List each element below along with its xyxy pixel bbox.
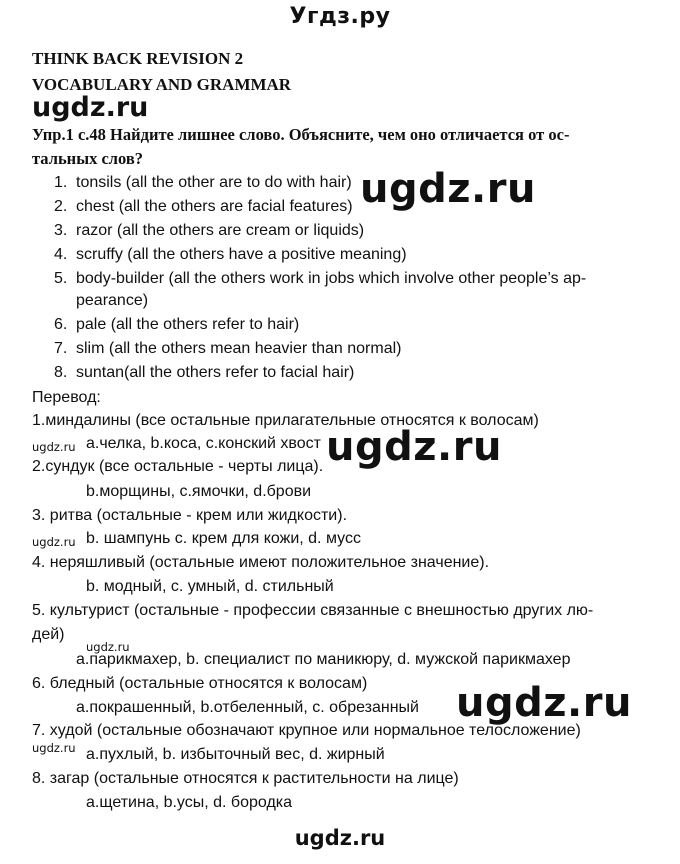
answer-number: 8. [54,364,68,381]
translation-line-9: 5. культурист (остальные - профессии связанные с внешностью других лю- [32,602,594,619]
translation-line-4: b.морщины, c.ямочки, d.брови [86,483,312,500]
answer-text: slim (all the others mean heavier than normal) [76,340,402,357]
translation-label: Перевод: [32,389,101,406]
translation-line-13: a.покрашенный, b.отбеленный, c. обрезанный [76,699,419,716]
answer-number: 5. [54,270,68,287]
translation-line-3: 2.сундук (все остальные - черты лица). [32,458,324,475]
answer-number: 7. [54,340,68,357]
watermark-small-4: ugdz.ru [32,741,76,755]
translation-line-16: 8. загар (остальные относятся к растительности на лице) [32,770,459,787]
watermark-right-upper: ugdz.ru [360,166,536,212]
answer-item-6 [54,316,299,334]
answer-number: 4. [54,246,68,263]
answer-text: suntan(all the others refer to facial hair) [76,364,355,381]
task-title-line-2: тальных слов? [32,149,144,168]
translation-line-17: a.щетина, b.усы, d. бородка [86,794,293,811]
translation-line-8: b. модный, c. умный, d. стильный [86,578,334,595]
answer-item-5 [54,270,586,288]
answer-text: scruffy (all the others have a positive meaning) [76,246,407,263]
answer-item-3 [54,222,364,240]
translation-line-11: a.парикмахер, b. специалист по маникюру, d. мужской парикмахер [76,651,571,668]
watermark-small-3: ugdz.ru [86,640,130,654]
answer-text: tonsils (all the other are to do with hair) [76,174,352,191]
answer-item-2 [54,198,353,216]
section-subtitle: VOCABULARY AND GRAMMAR [32,75,292,94]
answer-item-5-continuation: pearance) [76,292,149,309]
translation-line-6: b. шампунь c. крем для кожи, d. мусс [86,530,361,547]
section-title: THINK BACK REVISION 2 [32,49,244,68]
translation-line-15: a.пухлый, b. избыточный вес, d. жирный [86,746,385,763]
translation-line-12: 6. бледный (остальные относятся к волосам) [32,675,368,692]
answer-number: 2. [54,198,68,215]
answer-text: pale (all the others refer to hair) [76,316,300,333]
translation-line-1: 1.миндалины (все остальные прилагательные относятся к волосам) [32,412,539,429]
translation-line-14: 7. худой (остальные обозначают крупное или нормальное телосложение) [32,722,581,739]
answer-number: 1. [54,174,68,191]
watermark-middle: ugdz.ru [326,424,502,470]
watermark-small-2: ugdz.ru [32,535,76,549]
translation-line-7: 4. неряшливый (остальные имеют положительное значение). [32,554,490,571]
site-header: Угдз.ру [289,4,391,29]
translation-line-5: 3. ритва (остальные - крем или жидкости). [32,507,348,524]
answer-item-7 [54,340,401,358]
translation-line-10: дей) [32,626,65,643]
site-footer: ugdz.ru [294,826,386,850]
task-title-line-1: Упр.1 с.48 Найдите лишнее слово. Объясните, чем оно отличается от ос- [32,125,570,144]
answer-text: body-builder (all the others work in jobs which involve other people’s ap- [76,270,587,287]
answer-number: 3. [54,222,68,239]
answer-text: razor (all the others are cream or liquids) [76,222,365,239]
watermark-small-1: ugdz.ru [32,440,76,454]
translation-line-2: a.челка, b.коса, c.конский хвост [86,435,321,452]
answer-item-8 [54,364,354,382]
answer-item-1 [54,174,352,192]
watermark-top-left: ugdz.ru [32,92,149,123]
answer-number: 6. [54,316,68,333]
answer-item-4 [54,246,407,264]
answer-text: chest (all the others are facial features) [76,198,353,215]
watermark-lower: ugdz.ru [456,680,632,726]
